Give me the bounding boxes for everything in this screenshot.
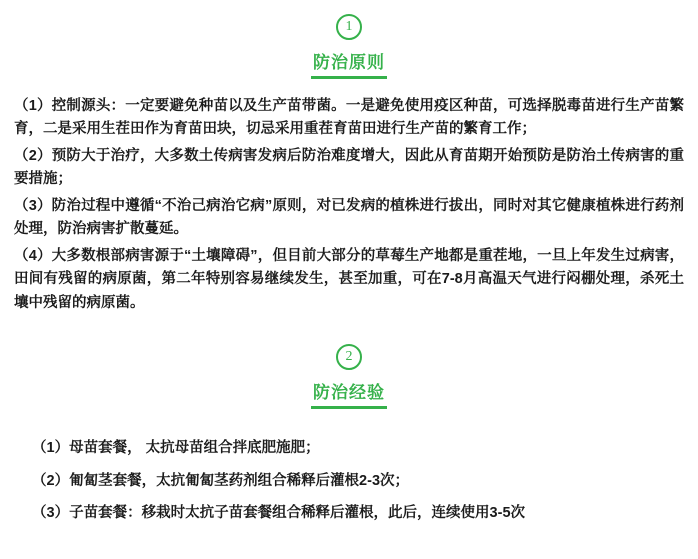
spacer-section-2 [0,409,698,437]
section-2-body [0,437,698,524]
spacer-section-1 [0,79,698,95]
spacer-between-sections [0,318,698,344]
section-2-number: 2 [345,349,353,365]
paragraph: （2）预防大于治疗，大多数土传病害发病后防治难度增大，因此从育苗期开始预防是防治土传病害的重要措施； [14,147,684,188]
section-2-number-badge [336,344,362,370]
section-1-body [0,95,698,315]
list-item: （1）母苗套餐， 太抗母苗组合拌底肥施肥； [32,440,320,457]
section-1-title: 防治原则 [311,46,387,79]
section-2-title: 防治经验 [311,376,387,409]
paragraph: （1）控制源头：一定要避免种苗以及生产苗带菌。一是避免使用疫区种苗，可选择脱毒苗进行生产苗繁育，二是采用生茬田作为育苗田块，切忌采用重茬育苗田进行生产苗的繁育工作； [14,98,684,138]
paragraph: （4）大多数根部病害源于“土壤障碍”，但目前大部分的草莓生产地都是重茬地，一旦上年发生过病害，田间有残留的病原菌，第二年特别容易继续发生，甚至加重，可在7-8月高温天气进行闷棚处理，杀死土壤中残留的病原菌。 [14,247,684,311]
section-2-header [0,344,698,409]
list-item: （3）子苗套餐：移栽时太抗子苗套餐组合稀释后灌根，此后，连续使用3-5次 [32,505,526,522]
spacer-top [0,0,698,14]
list-item: （2）匍匐茎套餐，太抗匍匐茎药剂组合稀释后灌根2-3次； [32,472,410,489]
paragraph: （3）防治过程中遵循“不治己病治它病”原则，对已发病的植株进行拔出，同时对其它健康植株进行药剂处理，防治病害扩散蔓延。 [14,197,684,238]
section-1-header [0,14,698,79]
section-1-number: 1 [345,19,353,34]
section-1-number-badge [336,14,362,40]
